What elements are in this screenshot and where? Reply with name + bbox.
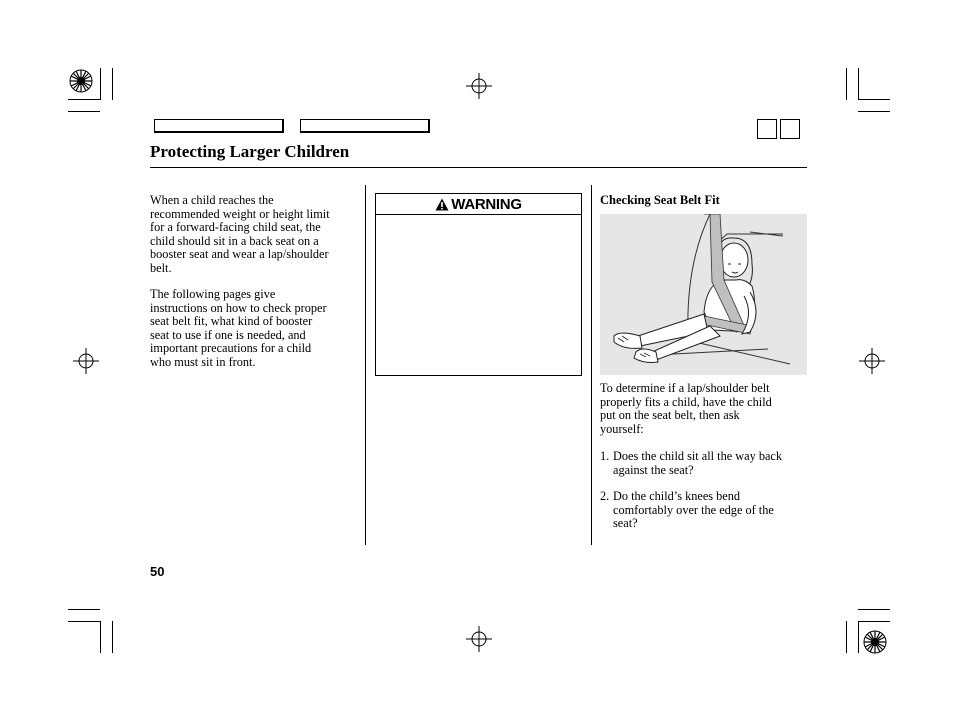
instruction-paragraph: To determine if a lap/shoulder belt properly fits a child, have the child put on the seat belt, then ask yourself: [600, 381, 772, 436]
question-item-2 [600, 490, 807, 532]
page-title: Protecting Larger Children [150, 142, 350, 161]
question-number: 2. [600, 489, 610, 503]
question-item-1 [600, 450, 807, 478]
nav-tab-1[interactable] [154, 119, 284, 133]
title-rule [150, 167, 807, 168]
registration-crosshair-bottom [466, 626, 492, 652]
warning-triangle-icon [435, 198, 449, 211]
nav-tab-2[interactable] [300, 119, 430, 133]
column-divider-left [365, 185, 366, 545]
child-seat-belt-illustration [600, 214, 807, 375]
nav-square-1[interactable] [757, 119, 777, 139]
registration-crosshair-top [466, 73, 492, 99]
intro-paragraph-1: When a child reaches the recommended weight or height limit for a forward-facing child seat, the child should sit in a back seat on a booster seat and wear a lap/shoulder belt. [150, 193, 330, 275]
question-text: Do the child’s knees bend comfortably over the edge of the seat? [613, 489, 774, 530]
question-text: Does the child sit all the way back against the seat? [613, 449, 783, 477]
intro-paragraph-2: The following pages give instructions on how to check proper seat belt fit, what kind of booster seat to use if one is needed, and important precautions for a child who must sit in front. [150, 287, 327, 369]
question-number: 1. [600, 449, 610, 463]
warning-header [376, 194, 581, 215]
registration-starburst-bottom-right [863, 630, 887, 654]
nav-square-2[interactable] [780, 119, 800, 139]
column-divider-right [591, 185, 592, 545]
registration-crosshair-left [73, 348, 99, 374]
section-heading: Checking Seat Belt Fit [600, 193, 720, 207]
page-number: 50 [150, 564, 165, 579]
warning-label: WARNING [451, 195, 522, 213]
registration-starburst-top-left [69, 69, 93, 93]
warning-box [375, 193, 582, 376]
registration-crosshair-right [859, 348, 885, 374]
